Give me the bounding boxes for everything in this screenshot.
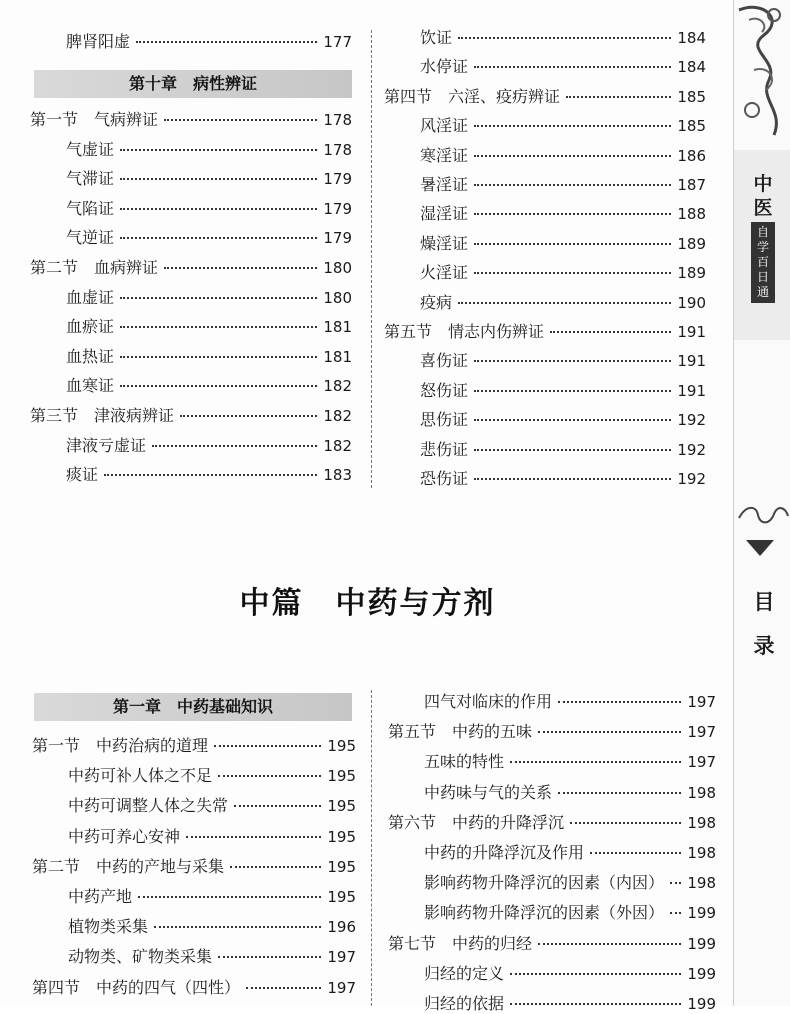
- toc-section-entry: [32, 857, 356, 877]
- dot-leader: [474, 449, 671, 451]
- toc-entry-page: 178: [323, 111, 352, 129]
- toc-item-entry: [66, 228, 352, 248]
- toc-section-entry: [384, 322, 706, 342]
- toc-entry-page: 180: [323, 259, 352, 277]
- dot-leader: [186, 836, 321, 838]
- toc-entry-title: 血瘀证: [66, 317, 115, 337]
- toc-item-entry: [420, 410, 706, 430]
- toc-entry-title: 第五节 情志内伤辨证: [384, 322, 545, 341]
- dot-leader: [474, 272, 671, 274]
- dot-leader: [120, 237, 317, 239]
- toc-entry-title: 恐伤证: [420, 469, 469, 488]
- toc-item-entry: [68, 947, 356, 967]
- dot-leader: [152, 445, 317, 447]
- toc-entry-page: 182: [323, 407, 352, 425]
- dot-leader: [104, 474, 317, 476]
- toc-item-entry: [420, 381, 706, 401]
- toc-item-entry: [66, 465, 352, 485]
- dot-leader: [234, 805, 321, 807]
- dot-leader: [120, 178, 317, 180]
- toc-entry-title: 第一节 气病辨证: [30, 110, 159, 129]
- column-divider-bottom: [371, 690, 372, 1006]
- toc-item-entry: [424, 692, 716, 712]
- dot-leader: [120, 356, 317, 358]
- toc-entry-title: 中药产地: [68, 887, 133, 906]
- toc-section-entry: [388, 813, 716, 833]
- toc-entry-title: 燥淫证: [420, 233, 469, 253]
- toc-entry-title: 影响药物升降浮沉的因素（外因）: [424, 903, 665, 923]
- toc-entry-title: 喜伤证: [420, 351, 469, 371]
- toc-entry-title: 影响药物升降浮沉的因素（内因）: [424, 873, 665, 893]
- toc-item-entry: [66, 32, 352, 52]
- toc-entry-title: 中药的升降浮沉及作用: [424, 843, 585, 862]
- toc-entry-title: 津液亏虚证: [66, 435, 147, 455]
- dot-leader: [510, 1003, 681, 1005]
- toc-entry-title: 第二节 中药的产地与采集: [32, 856, 225, 876]
- toc-item-entry: [420, 263, 706, 283]
- dot-leader: [164, 119, 317, 121]
- toc-entry-page: 179: [323, 229, 352, 248]
- dot-leader: [474, 478, 671, 480]
- side-series-subtitle: 自 学 百 日 通: [751, 222, 775, 303]
- toc-entry-title: 第二节 血病辨证: [30, 258, 159, 277]
- toc-entry-title: 四气对临床的作用: [424, 692, 553, 711]
- toc-entry-page: 195: [327, 888, 356, 906]
- toc-entry-page: 184: [677, 58, 706, 77]
- part-title: 中篇 中药与方剂: [239, 586, 496, 621]
- toc-item-entry: [424, 994, 716, 1014]
- toc-entry-page: 198: [687, 783, 716, 802]
- toc-entry-page: 199: [687, 904, 716, 923]
- toc-entry-page: 188: [677, 205, 706, 224]
- dot-leader: [120, 326, 317, 328]
- toc-entry-title: 气滞证: [66, 169, 115, 189]
- dot-leader: [218, 775, 321, 777]
- toc-entry-title: 归经的依据: [424, 994, 505, 1013]
- dot-leader: [218, 956, 321, 958]
- dot-leader: [214, 745, 321, 747]
- toc-entry-title: 疫病: [420, 292, 453, 312]
- dot-leader: [154, 926, 321, 928]
- toc-entry-title: 暑淫证: [420, 175, 469, 194]
- toc-section-entry: [32, 978, 356, 998]
- dot-leader: [566, 96, 671, 98]
- toc-entry-title: 第五节 中药的五味: [388, 722, 533, 742]
- dot-leader: [458, 302, 671, 304]
- toc-item-entry: [68, 887, 356, 907]
- toc-item-entry: [68, 766, 356, 786]
- toc-item-entry: [66, 140, 352, 160]
- toc-entry-title: 火淫证: [420, 263, 469, 283]
- toc-entry-title: 气逆证: [66, 228, 115, 248]
- toc-entry-page: 184: [677, 29, 706, 47]
- toc-entry-page: 181: [323, 318, 352, 337]
- toc-entry-title: 动物类、矿物类采集: [68, 947, 213, 967]
- toc-entry-page: 190: [677, 293, 706, 312]
- dot-leader: [230, 866, 321, 868]
- toc-entry-page: 196: [327, 918, 356, 937]
- column-divider-top: [371, 30, 372, 488]
- toc-item-entry: [424, 903, 716, 923]
- toc-entry-page: 185: [677, 117, 706, 136]
- toc-item-entry: [420, 351, 706, 371]
- dot-leader: [474, 213, 671, 215]
- toc-entry-page: 199: [687, 964, 716, 983]
- toc-entry-page: 197: [687, 753, 716, 772]
- toc-item-entry: [66, 347, 352, 367]
- dot-leader: [474, 125, 671, 127]
- toc-entry-title: 气陷证: [66, 198, 115, 218]
- dot-leader: [474, 243, 671, 245]
- dot-leader: [120, 297, 317, 299]
- toc-item-entry: [420, 57, 706, 77]
- dot-leader: [164, 267, 317, 269]
- dot-leader: [510, 973, 681, 975]
- toc-entry-title: 气虚证: [66, 139, 115, 159]
- dot-leader: [670, 912, 681, 914]
- toc-entry-page: 181: [323, 347, 352, 366]
- toc-entry-title: 第七节 中药的归经: [388, 933, 533, 953]
- toc-entry-title: 饮证: [420, 28, 453, 47]
- toc-item-entry: [424, 873, 716, 893]
- toc-item-entry: [66, 376, 352, 396]
- toc-entry-page: 195: [327, 797, 356, 816]
- toc-entry-page: 197: [687, 723, 716, 742]
- toc-section-entry: [388, 722, 716, 742]
- dot-leader: [474, 184, 671, 186]
- toc-item-entry: [420, 146, 706, 166]
- side-series-title: 中 医: [753, 173, 773, 219]
- toc-item-entry: [66, 317, 352, 337]
- toc-entry-title: 寒淫证: [420, 145, 469, 165]
- dot-leader: [670, 882, 681, 884]
- toc-entry-title: 第一节 中药治病的道理: [32, 736, 209, 755]
- toc-entry-title: 中药可调整人体之失常: [68, 796, 229, 816]
- toc-section-entry: [30, 110, 352, 130]
- toc-entry-title: 血虚证: [66, 287, 115, 307]
- toc-entry-page: 197: [327, 948, 356, 967]
- dot-leader: [474, 419, 671, 421]
- dot-leader: [590, 852, 681, 854]
- toc-item-entry: [68, 827, 356, 847]
- toc-entry-page: 191: [677, 352, 706, 371]
- toc-entry-page: 180: [323, 288, 352, 307]
- toc-entry-title: 归经的定义: [424, 963, 505, 983]
- toc-section-entry: [30, 258, 352, 278]
- toc-entry-page: 198: [687, 844, 716, 862]
- dot-leader: [136, 41, 317, 43]
- toc-section-entry: [32, 736, 356, 756]
- toc-item-entry: [68, 917, 356, 937]
- toc-entry-page: 195: [327, 737, 356, 755]
- cloud-scroll-ornament-icon: [734, 0, 790, 150]
- toc-item-entry: [66, 288, 352, 308]
- dot-leader: [458, 37, 671, 39]
- toc-item-entry: [424, 783, 716, 803]
- toc-entry-page: 192: [677, 470, 706, 488]
- toc-entry-page: 198: [687, 874, 716, 893]
- toc-item-entry: [424, 752, 716, 772]
- toc-entry-title: 怒伤证: [420, 380, 469, 400]
- dot-leader: [538, 731, 681, 733]
- toc-entry-page: 195: [327, 827, 356, 846]
- toc-entry-title: 中药可补人体之不足: [68, 766, 213, 786]
- toc-entry-page: 179: [323, 199, 352, 218]
- dot-leader: [246, 987, 321, 989]
- toc-entry-page: 197: [687, 693, 716, 711]
- dot-leader: [558, 792, 681, 794]
- dot-leader: [558, 701, 681, 703]
- toc-entry-page: 185: [677, 87, 706, 106]
- toc-entry-page: 192: [677, 411, 706, 430]
- toc-entry-title: 痰证: [66, 465, 99, 485]
- toc-item-entry: [420, 116, 706, 136]
- toc-item-entry: [420, 175, 706, 195]
- toc-section-entry: [388, 934, 716, 954]
- dot-leader: [120, 149, 317, 151]
- toc-entry-title: 湿淫证: [420, 204, 469, 224]
- dot-leader: [538, 943, 681, 945]
- toc-entry-title: 血热证: [66, 346, 115, 366]
- toc-item-entry: [420, 469, 706, 489]
- toc-item-entry: [424, 964, 716, 984]
- toc-item-entry: [66, 436, 352, 456]
- toc-entry-page: 179: [323, 170, 352, 189]
- dot-leader: [550, 331, 671, 333]
- dot-leader: [570, 822, 681, 824]
- side-toc-label: 目 录: [753, 590, 775, 658]
- dot-leader: [474, 66, 671, 68]
- toc-entry-page: 195: [327, 857, 356, 876]
- toc-entry-page: 192: [677, 440, 706, 459]
- toc-item-entry: [420, 293, 706, 313]
- toc-entry-title: 第四节 中药的四气（四性）: [32, 977, 241, 997]
- dot-leader: [180, 415, 317, 417]
- toc-entry-title: 血寒证: [66, 376, 115, 396]
- toc-entry-title: 中药可养心安神: [68, 826, 181, 846]
- toc-entry-title: 中药味与气的关系: [424, 782, 553, 802]
- toc-entry-page: 189: [677, 234, 706, 253]
- chapter-heading-bottom: 第一章 中药基础知识: [34, 693, 352, 721]
- dot-leader: [138, 896, 321, 898]
- toc-section-entry: [30, 406, 352, 426]
- down-triangle-icon: [746, 540, 774, 556]
- dot-leader: [120, 208, 317, 210]
- toc-entry-title: 第四节 六淫、疫疠辨证: [384, 86, 561, 106]
- toc-item-entry: [420, 204, 706, 224]
- toc-entry-title: 第六节 中药的升降浮沉: [388, 812, 565, 832]
- toc-entry-page: 197: [327, 978, 356, 997]
- chapter-heading-top: 第十章 病性辨证: [34, 70, 352, 98]
- toc-entry-page: 195: [327, 767, 356, 786]
- toc-item-entry: [424, 843, 716, 863]
- toc-section-entry: [384, 87, 706, 107]
- toc-item-entry: [66, 199, 352, 219]
- toc-entry-title: 五味的特性: [424, 752, 505, 772]
- toc-entry-page: 191: [677, 381, 706, 400]
- toc-entry-title: 思伤证: [420, 410, 469, 430]
- dot-leader: [474, 390, 671, 392]
- toc-entry-page: 199: [687, 934, 716, 953]
- toc-entry-page: 182: [323, 377, 352, 396]
- dot-leader: [120, 385, 317, 387]
- toc-entry-title: 脾肾阳虚: [66, 32, 131, 51]
- toc-entry-title: 植物类采集: [68, 917, 149, 937]
- cloud-swirl-icon: [734, 500, 790, 530]
- toc-entry-page: 189: [677, 264, 706, 283]
- toc-entry-page: 178: [323, 140, 352, 159]
- toc-entry-page: 199: [687, 995, 716, 1013]
- toc-entry-page: 183: [323, 466, 352, 485]
- toc-entry-page: 191: [677, 323, 706, 341]
- toc-entry-page: 198: [687, 813, 716, 832]
- dot-leader: [474, 155, 671, 157]
- toc-item-entry: [68, 796, 356, 816]
- toc-item-entry: [420, 234, 706, 254]
- toc-entry-page: 182: [323, 436, 352, 455]
- toc-entry-title: 风淫证: [420, 116, 469, 136]
- toc-item-entry: [420, 440, 706, 460]
- toc-entry-page: 186: [677, 146, 706, 165]
- toc-item-entry: [66, 169, 352, 189]
- toc-item-entry: [420, 28, 706, 48]
- dot-leader: [510, 761, 681, 763]
- toc-entry-title: 第三节 津液病辨证: [30, 406, 175, 425]
- dot-leader: [474, 360, 671, 362]
- toc-entry-title: 水停证: [420, 57, 469, 77]
- toc-entry-page: 177: [323, 33, 352, 51]
- toc-entry-page: 187: [677, 176, 706, 194]
- toc-entry-title: 悲伤证: [420, 439, 469, 459]
- side-tab: [733, 0, 790, 1006]
